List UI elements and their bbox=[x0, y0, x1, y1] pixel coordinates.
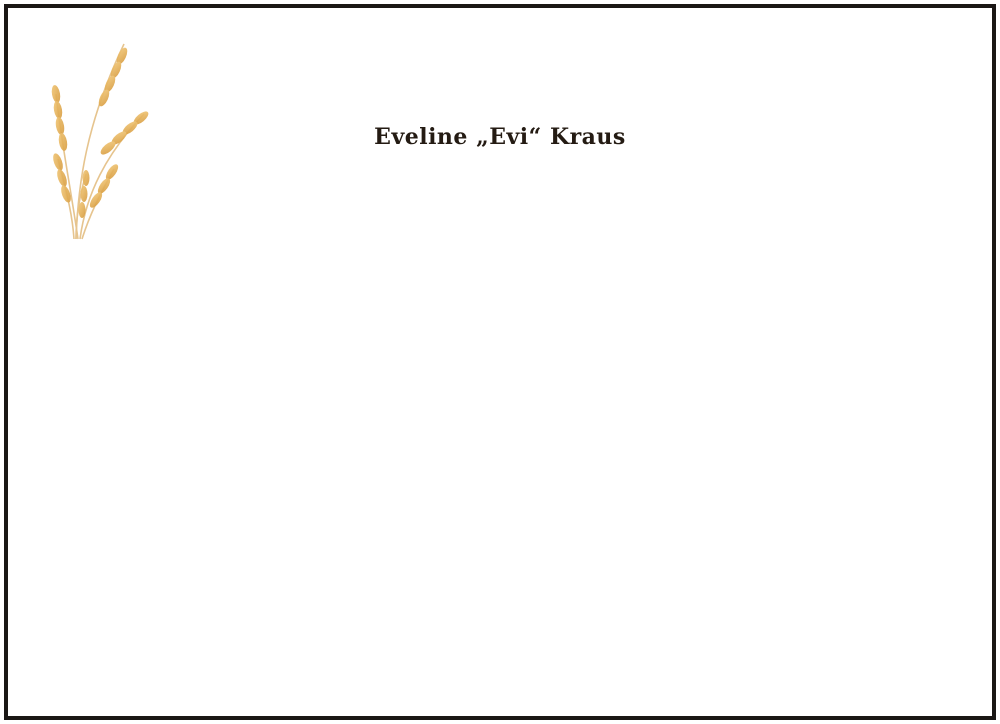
deceased-name: Eveline „Evi“ Kraus bbox=[374, 124, 626, 150]
obituary-notice bbox=[4, 4, 996, 720]
